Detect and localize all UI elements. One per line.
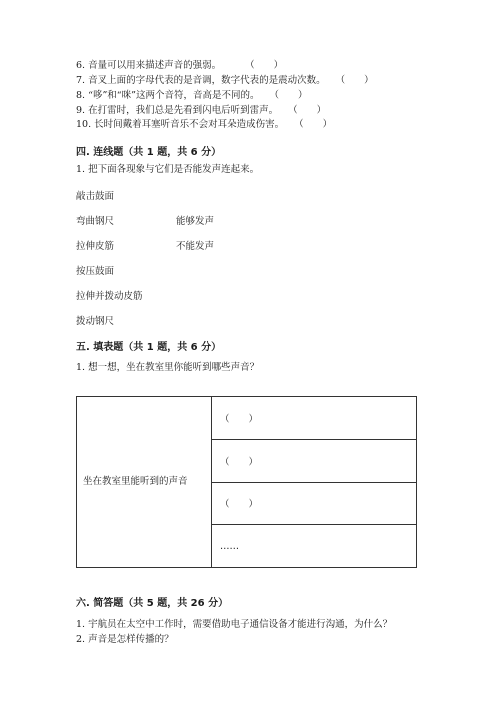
table-question: 1. 想一想，坐在教室里你能听到哪些声音？ (76, 362, 260, 373)
tf-question-text: 8. “哆”和“咪”这两个音符，音高是不同的。 (76, 90, 260, 101)
match-left-item[interactable]: 敲击鼓面 (76, 191, 115, 202)
table-blank-cell[interactable]: （ ） (212, 397, 417, 440)
short-answer-question: 1. 宇航员在太空中工作时，需要借助电子通信设备才能进行沟通，为什么？ (76, 619, 393, 630)
match-left-item[interactable]: 拉伸并拨动皮筋 (76, 291, 143, 302)
tf-question-10 (76, 119, 332, 131)
match-left-item[interactable]: 弯曲钢尺 (76, 216, 115, 227)
answer-blank[interactable]: （ ） (294, 119, 333, 130)
answer-blank[interactable]: （ ） (245, 60, 284, 71)
tf-question-text: 7. 音叉上面的字母代表的是音调，数字代表的是震动次数。 (76, 75, 326, 86)
fill-in-table (76, 396, 417, 568)
match-left-item[interactable]: 拨动钢尺 (76, 316, 115, 327)
table-blank-cell[interactable]: （ ） (212, 439, 417, 482)
tf-question-text: 10. 长时间戴着耳塞听音乐不会对耳朵造成伤害。 (76, 119, 285, 130)
tf-question-text: 9. 在打雷时，我们总是先看到闪电后听到雷声。 (76, 105, 279, 116)
section-heading-table: 五. 填表题（共 1 题，共 6 分） (76, 342, 222, 353)
tf-question-8 (76, 90, 308, 102)
match-left-item[interactable]: 拉伸皮筋 (76, 241, 115, 252)
short-answer-question: 2. 声音是怎样传播的？ (76, 634, 174, 645)
section-heading-matching: 四. 连线题（共 1 题，共 6 分） (76, 147, 222, 158)
tf-question-7 (76, 75, 374, 87)
table-blank-cell[interactable]: （ ） (212, 482, 417, 525)
answer-blank[interactable]: （ ） (335, 75, 374, 86)
match-right-item[interactable]: 不能发声 (176, 241, 215, 252)
answer-blank[interactable]: （ ） (269, 90, 308, 101)
table-row-label: 坐在教室里能听到的声音 (77, 397, 212, 568)
match-right-item[interactable]: 能够发声 (176, 216, 215, 227)
match-left-item[interactable]: 按压鼓面 (76, 266, 115, 277)
section-heading-short-answer: 六. 简答题（共 5 题，共 26 分） (76, 598, 229, 609)
answer-blank[interactable]: （ ） (288, 105, 327, 116)
tf-question-9 (76, 105, 326, 117)
tf-question-text: 6. 音量可以用来描述声音的强弱。 (76, 60, 222, 71)
matching-question: 1. 把下面各现象与它们是否能发声连起来。 (76, 164, 260, 175)
table-blank-cell[interactable]: …… (212, 525, 417, 568)
tf-question-6 (76, 60, 283, 72)
